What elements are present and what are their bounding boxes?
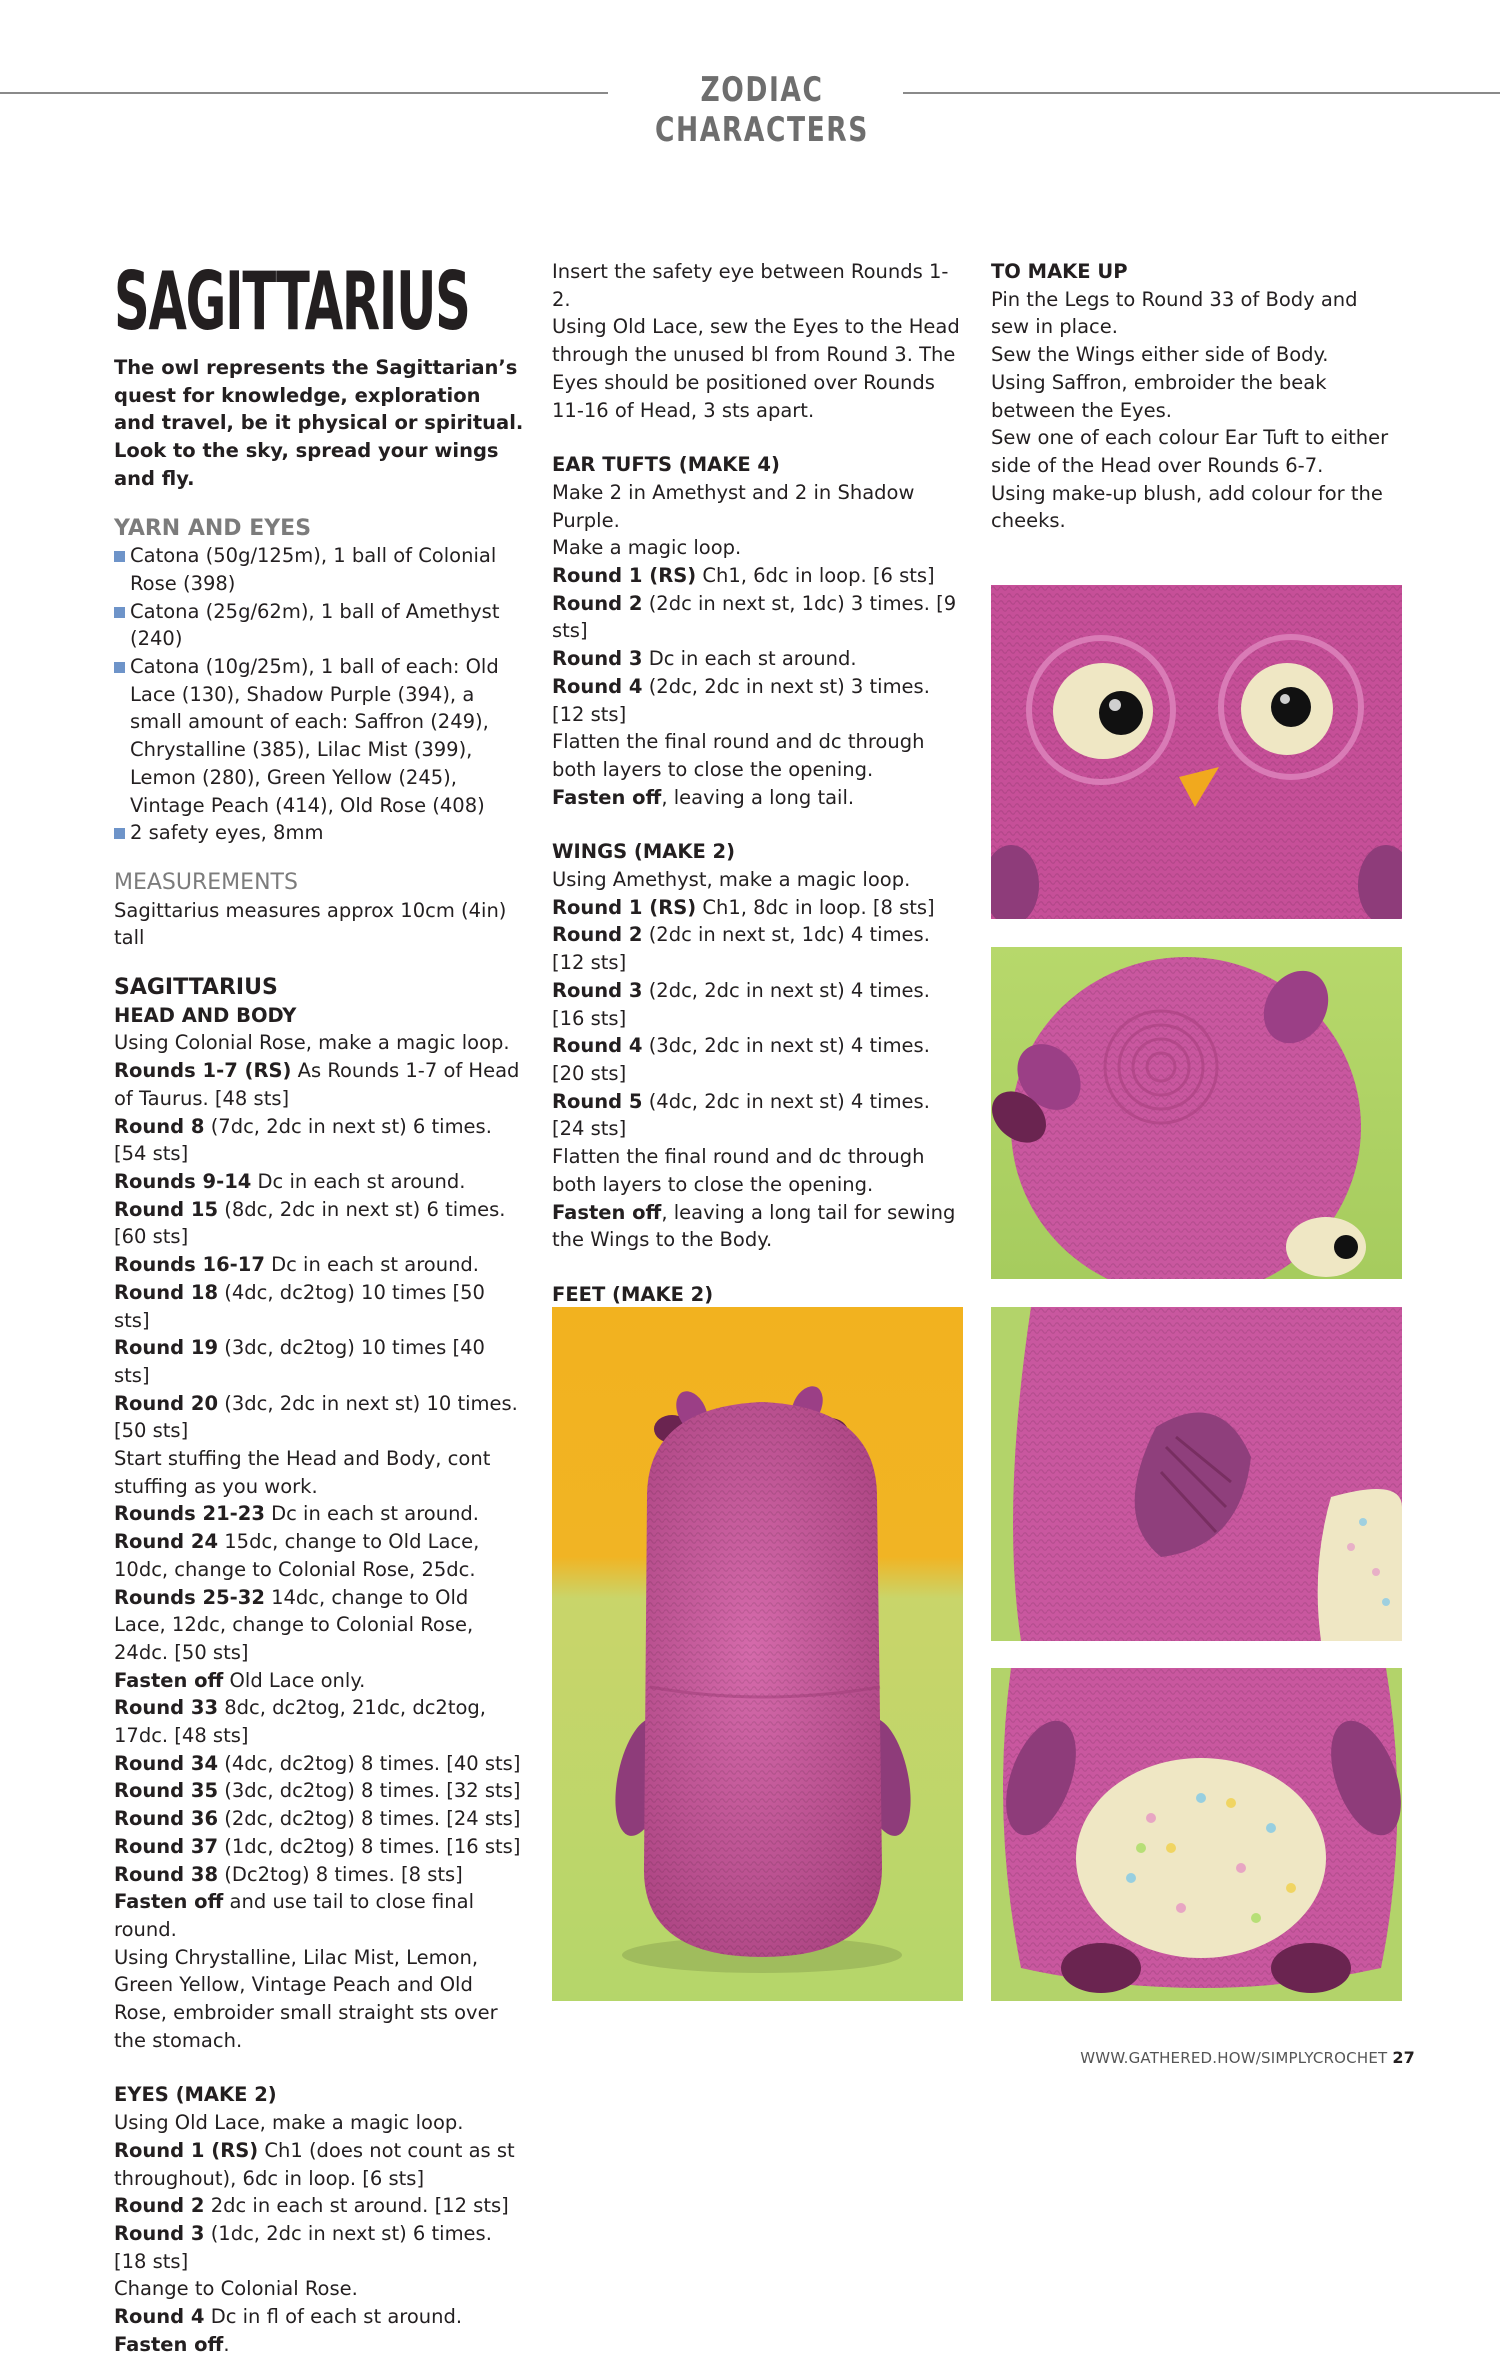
- instruction-label: Round 24: [114, 1530, 219, 1554]
- photo-owl-head-top: [991, 947, 1402, 1279]
- instruction-text: Start stuffing the Head and Body, cont stuffing as you work.: [114, 1447, 491, 1498]
- instruction-label: Fasten off: [552, 785, 662, 809]
- column-3: [991, 258, 1401, 535]
- instruction-line: [552, 921, 962, 976]
- measurements-text: Sagittarius measures approx 10cm (4in) tall: [114, 898, 507, 950]
- instruction-label: Round 19: [114, 1336, 219, 1360]
- instruction-label: Rounds 25-32: [114, 1585, 265, 1609]
- instruction-line: [552, 1199, 962, 1254]
- instruction-line: [552, 645, 962, 673]
- instruction-line: [552, 562, 962, 590]
- instruction-text: As Rounds 1-7 of Head of Taurus. [48 sts]: [114, 1059, 520, 1110]
- instruction-text: Dc in each st around.: [251, 1169, 466, 1193]
- yarn-item: 2 safety eyes, 8mm: [114, 819, 524, 847]
- instruction-line: [991, 480, 1401, 535]
- instruction-line: [114, 2303, 524, 2331]
- instruction-line: [114, 1750, 524, 1778]
- instruction-text: Flatten the final round and dc through both layers to close the opening.: [552, 730, 925, 781]
- instruction-line: [114, 1057, 524, 1112]
- column-1: [114, 255, 524, 2359]
- instruction-line: [552, 479, 962, 534]
- instruction-text: 8dc, dc2tog, 21dc, dc2tog, 17dc. [48 sts]: [114, 1696, 486, 1748]
- instruction-text: Insert the safety eye between Rounds 1-2.: [552, 260, 949, 311]
- intro-text: The owl represents the Sagittarian’s quest for knowledge, exploration and travel, be it physical or spiritual. Look to the sky, spread your wings and fly.: [114, 356, 524, 490]
- instruction-line: [114, 2220, 524, 2275]
- instruction-line: [552, 673, 962, 728]
- head-body-heading: HEAD AND BODY: [114, 1003, 297, 1027]
- instruction-label: Rounds 21-23: [114, 1502, 265, 1526]
- instruction-label: Round 3: [552, 647, 643, 671]
- instruction-line: [552, 784, 962, 812]
- eyes-instructions: [114, 2109, 524, 2358]
- instruction-text: (2dc, dc2tog) 8 times. [24 sts]: [218, 1807, 521, 1831]
- instruction-text: (1dc, 2dc in next st) 6 times. [18 sts]: [114, 2222, 492, 2273]
- eyes-continued: [552, 258, 962, 424]
- instruction-line: [552, 258, 962, 313]
- wings-instructions: [552, 866, 962, 1254]
- eyes-heading: EYES (MAKE 2): [114, 2083, 277, 2107]
- instruction-label: Round 2: [552, 923, 643, 947]
- instruction-text: Make a magic loop.: [552, 536, 742, 560]
- header-rule-left: [0, 92, 608, 94]
- instruction-text: (3dc, dc2tog) 10 times [40 sts]: [114, 1336, 485, 1387]
- instruction-text: Using Amethyst, make a magic loop.: [552, 868, 911, 892]
- instruction-text: , leaving a long tail for sewing the Wings to the Body.: [552, 1200, 956, 1252]
- instruction-line: [114, 1279, 524, 1334]
- instruction-line: [552, 866, 962, 894]
- instruction-line: [991, 424, 1401, 479]
- instruction-line: [114, 1694, 524, 1749]
- photo-owl-back: [552, 1307, 963, 2001]
- instruction-text: .: [223, 2332, 230, 2356]
- instruction-text: (3dc, 2dc in next st) 10 times. [50 sts]: [114, 1391, 518, 1443]
- yarn-item: Catona (50g/125m), 1 ball of Colonial Rose (398): [114, 542, 524, 597]
- instruction-label: Fasten off: [114, 1668, 224, 1692]
- instruction-text: Using Old Lace, sew the Eyes to the Head through the unused bl from Round 3. The Eyes should be positioned over Rounds 11-16 of Head, 3 sts apart.: [552, 315, 960, 422]
- instruction-text: (2dc in next st, 1dc) 4 times. [12 sts]: [552, 923, 930, 975]
- instruction-label: Round 15: [114, 1197, 219, 1221]
- instruction-label: Fasten off: [114, 2332, 224, 2356]
- instruction-label: Rounds 1-7 (RS): [114, 1059, 292, 1083]
- instruction-label: Round 33: [114, 1696, 219, 1720]
- instruction-label: Round 8: [114, 1114, 205, 1138]
- instruction-text: Sew the Wings either side of Body.: [991, 343, 1329, 367]
- instruction-label: Round 5: [552, 1089, 643, 1113]
- instruction-label: Fasten off: [552, 1200, 662, 1224]
- instruction-line: [114, 2109, 524, 2137]
- instruction-label: Round 35: [114, 1779, 219, 1803]
- instruction-line: [552, 1032, 962, 1087]
- instruction-text: Old Lace only.: [223, 1668, 366, 1692]
- instruction-label: Round 4: [552, 1034, 643, 1058]
- pattern-heading: SAGITTARIUS: [114, 975, 278, 1001]
- instruction-text: (3dc, dc2tog) 8 times. [32 sts]: [218, 1779, 521, 1803]
- instruction-line: [114, 2275, 524, 2303]
- instruction-line: [114, 1584, 524, 1667]
- instruction-text: (8dc, 2dc in next st) 6 times. [60 sts]: [114, 1197, 506, 1249]
- instruction-label: Round 3: [552, 978, 643, 1002]
- instruction-label: Round 3: [114, 2222, 205, 2245]
- instruction-text: Make 2 in Amethyst and 2 in Shadow Purple.: [552, 480, 915, 532]
- instruction-line: [114, 2192, 524, 2220]
- instruction-line: [114, 1029, 524, 1057]
- instruction-text: Ch1, 8dc in loop. [8 sts]: [696, 895, 935, 919]
- instruction-line: [114, 1390, 524, 1445]
- instruction-text: and use tail to close final round.: [114, 1890, 474, 1941]
- instruction-text: (Dc2tog) 8 times. [8 sts]: [218, 1862, 463, 1886]
- instruction-line: [114, 1251, 524, 1279]
- instruction-line: [114, 1528, 524, 1583]
- instruction-line: [114, 1445, 524, 1500]
- instruction-line: [114, 2331, 524, 2359]
- yarn-heading: YARN AND EYES: [114, 515, 312, 541]
- yarn-list: [114, 542, 524, 847]
- instruction-label: Round 2: [114, 2194, 205, 2218]
- instruction-text: Using make-up blush, add colour for the cheeks.: [991, 481, 1383, 533]
- page-title: SAGITTARIUS: [114, 255, 470, 348]
- instruction-text: Dc in each st around.: [264, 1253, 480, 1277]
- instruction-label: Round 34: [114, 1751, 219, 1775]
- ear-tufts-heading: EAR TUFTS (MAKE 4): [552, 453, 780, 477]
- instruction-text: (3dc, 2dc in next st) 4 times. [20 sts]: [552, 1034, 930, 1085]
- instruction-text: Dc in each st around.: [264, 1502, 480, 1526]
- instruction-text: (4dc, 2dc in next st) 4 times. [24 sts]: [552, 1089, 930, 1141]
- instruction-line: [552, 728, 962, 783]
- instruction-text: (4dc, dc2tog) 10 times [50 sts]: [114, 1280, 485, 1332]
- instruction-line: [114, 1888, 524, 1943]
- instruction-text: , leaving a long tail.: [661, 785, 855, 809]
- instruction-text: 15dc, change to Old Lace, 10dc, change to Colonial Rose, 25dc.: [114, 1530, 480, 1581]
- yarn-item: Catona (25g/62m), 1 ball of Amethyst (240): [114, 598, 524, 653]
- instruction-line: [991, 369, 1401, 424]
- wings-heading: WINGS (MAKE 2): [552, 840, 736, 864]
- page-number: 27: [1392, 2048, 1415, 2067]
- instruction-text: Using Saffron, embroider the beak between the Eyes.: [991, 370, 1327, 422]
- instruction-text: Sew one of each colour Ear Tuft to either side of the Head over Rounds 6-7.: [991, 426, 1389, 477]
- instruction-line: [552, 534, 962, 562]
- instruction-label: Round 36: [114, 1807, 219, 1831]
- instruction-line: [991, 286, 1401, 341]
- instruction-label: Round 4: [552, 674, 643, 698]
- instruction-line: [114, 1500, 524, 1528]
- instruction-label: Round 4: [114, 2305, 205, 2329]
- instruction-label: Rounds 9-14: [114, 1169, 252, 1193]
- instruction-text: Change to Colonial Rose.: [114, 2277, 358, 2301]
- measurements-heading: MEASUREMENTS: [114, 869, 298, 895]
- instruction-text: 14dc, change to Old Lace, 12dc, change to Colonial Rose, 24dc. [50 sts]: [114, 1585, 474, 1664]
- instruction-text: (2dc, 2dc in next st) 3 times. [12 sts]: [552, 674, 930, 726]
- instruction-text: Dc in each st around.: [642, 647, 857, 671]
- instruction-line: [114, 2137, 524, 2192]
- instruction-line: [552, 313, 962, 424]
- instruction-label: Round 38: [114, 1862, 219, 1886]
- instruction-text: (2dc, 2dc in next st) 4 times. [16 sts]: [552, 978, 930, 1030]
- instruction-text: (1dc, dc2tog) 8 times. [16 sts]: [218, 1834, 521, 1858]
- page-footer: [1080, 2048, 1415, 2067]
- instruction-line: [114, 1334, 524, 1389]
- instruction-text: (4dc, dc2tog) 8 times. [40 sts]: [218, 1751, 521, 1775]
- instruction-line: [552, 590, 962, 645]
- instruction-text: Using Chrystalline, Lilac Mist, Lemon, Green Yellow, Vintage Peach and Old Rose, embroider small straight sts over the stomach.: [114, 1945, 498, 2052]
- header-rule-right: [903, 92, 1500, 94]
- instruction-text: (7dc, 2dc in next st) 6 times. [54 sts]: [114, 1114, 492, 1166]
- instruction-label: Rounds 16-17: [114, 1253, 265, 1277]
- instruction-label: Fasten off: [114, 1890, 224, 1914]
- instruction-label: Round 20: [114, 1391, 219, 1415]
- instruction-line: [114, 1805, 524, 1833]
- instruction-label: Round 37: [114, 1834, 219, 1858]
- instruction-line: [552, 977, 962, 1032]
- instruction-line: [114, 1196, 524, 1251]
- instruction-label: Round 1 (RS): [114, 2138, 259, 2162]
- photo-owl-face: [991, 585, 1402, 919]
- yarn-item: Catona (10g/25m), 1 ball of each: Old Lace (130), Shadow Purple (394), a small amount of each: Saffron (249), Chrystalline (385), Lilac Mist (399), Lemon (280), Green Yellow (245), Vintage Peach (414), Old Rose (408): [114, 653, 524, 819]
- instruction-text: Ch1, 6dc in loop. [6 sts]: [696, 564, 935, 588]
- instruction-text: Dc in fl of each st around.: [204, 2305, 463, 2329]
- instruction-label: Round 1 (RS): [552, 564, 697, 588]
- instruction-text: Using Old Lace, make a magic loop.: [114, 2111, 464, 2135]
- ear-tufts-instructions: [552, 479, 962, 811]
- instruction-text: (2dc in next st, 1dc) 3 times. [9 sts]: [552, 591, 957, 643]
- instruction-line: [114, 1667, 524, 1695]
- make-up-heading: TO MAKE UP: [991, 260, 1128, 283]
- instruction-label: Round 18: [114, 1280, 219, 1304]
- instruction-label: Round 2: [552, 591, 643, 615]
- section-title: ZODIAC CHARACTERS: [655, 70, 869, 150]
- instruction-line: [114, 1861, 524, 1889]
- instruction-line: [552, 894, 962, 922]
- photo-owl-tummy: [991, 1668, 1402, 2001]
- instruction-text: Ch1 (does not count as st throughout), 6dc in loop. [6 sts]: [114, 2138, 515, 2190]
- instruction-text: Using Colonial Rose, make a magic loop.: [114, 1031, 510, 1055]
- instruction-line: [991, 341, 1401, 369]
- instruction-line: [114, 1113, 524, 1168]
- instruction-text: Pin the Legs to Round 33 of Body and sew in place.: [991, 287, 1358, 339]
- feet-heading: FEET (MAKE 2): [552, 1282, 714, 1306]
- footer-url: WWW.GATHERED.HOW/SIMPLYCROCHET: [1080, 2049, 1388, 2067]
- instruction-line: [552, 1143, 962, 1198]
- make-up-instructions: [991, 286, 1401, 535]
- instruction-line: [552, 1088, 962, 1143]
- instruction-line: [114, 1168, 524, 1196]
- instruction-line: [114, 1777, 524, 1805]
- photo-owl-side: [991, 1307, 1402, 1641]
- instruction-label: Round 1 (RS): [552, 895, 697, 919]
- head-body-instructions: [114, 1029, 524, 2054]
- instruction-line: [114, 1833, 524, 1861]
- instruction-line: [114, 1944, 524, 2055]
- instruction-text: Flatten the final round and dc through both layers to close the opening.: [552, 1145, 925, 1196]
- instruction-text: 2dc in each st around. [12 sts]: [204, 2194, 509, 2218]
